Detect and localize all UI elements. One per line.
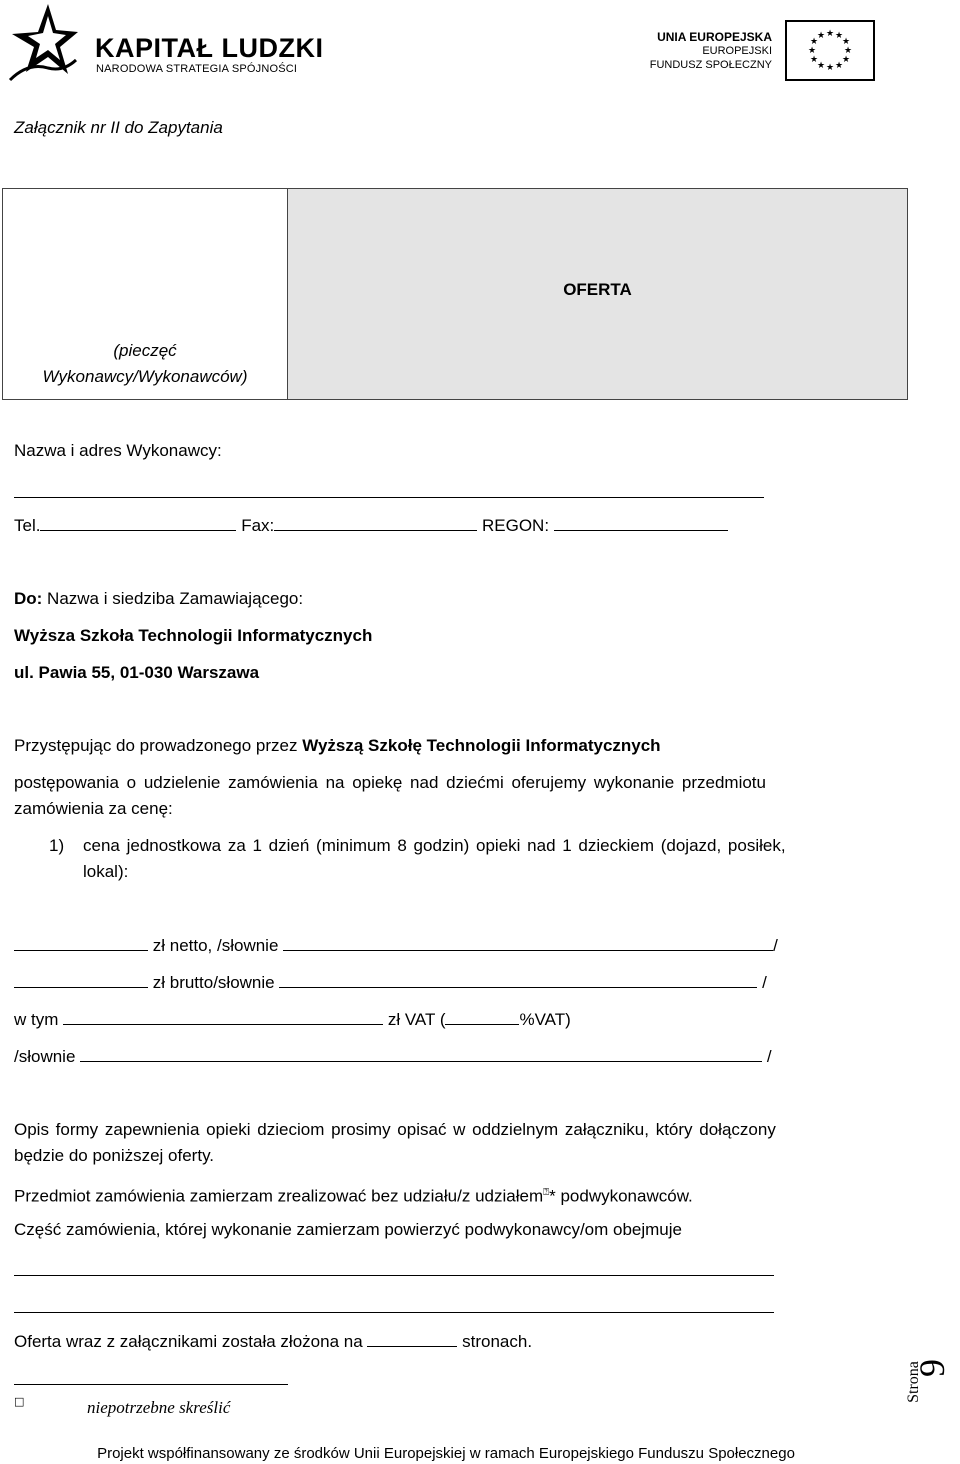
pages-count-field[interactable] bbox=[367, 1330, 457, 1347]
intro-line bbox=[14, 735, 661, 756]
brutto-words-field[interactable] bbox=[279, 971, 757, 988]
page-number: 9 bbox=[912, 1359, 952, 1377]
oferta-prefix: Oferta wraz z załącznikami została złożona na bbox=[14, 1332, 363, 1351]
netto-label: zł netto, /słownie bbox=[152, 936, 279, 955]
regon-label: REGON: bbox=[482, 516, 550, 535]
fax-label: Fax: bbox=[241, 516, 275, 535]
footnote-text: niepotrzebne skreślić bbox=[87, 1398, 231, 1417]
eu-logo-line2: EUROPEJSKI bbox=[702, 45, 772, 57]
svg-text:★: ★ bbox=[816, 61, 826, 71]
contact-row bbox=[14, 514, 728, 536]
vat-row bbox=[14, 1008, 571, 1030]
attachment-label: Załącznik nr II do Zapytania bbox=[14, 118, 223, 137]
netto-end: / bbox=[773, 936, 778, 955]
netto-words-field[interactable] bbox=[283, 934, 773, 951]
netto-row bbox=[14, 934, 778, 956]
slownie-label: /słownie bbox=[14, 1047, 76, 1066]
stamp-line1: (pieczęć bbox=[113, 341, 177, 360]
recipient-label bbox=[14, 588, 303, 609]
przedmiot-mark: ⍰ bbox=[543, 1187, 550, 1198]
item-line2: lokal): bbox=[83, 862, 129, 881]
tel-field[interactable] bbox=[40, 514, 236, 531]
wtym-label: w tym bbox=[14, 1010, 59, 1029]
para-line2: zamówienia za cenę: bbox=[14, 799, 173, 818]
do-text: Nazwa i siedziba Zamawiającego: bbox=[42, 589, 304, 608]
opis-line1: Opis formy zapewnienia opieki dzieciom prosimy opisać w oddzielnym załączniku, który dołączony bbox=[14, 1120, 776, 1139]
slownie-field[interactable] bbox=[80, 1045, 762, 1062]
kapital-ludzki-star-icon bbox=[8, 2, 78, 82]
brutto-row bbox=[14, 971, 767, 993]
czesc-field-2[interactable] bbox=[14, 1312, 774, 1313]
svg-text:★: ★ bbox=[816, 31, 826, 41]
eu-logo-text bbox=[650, 30, 772, 72]
svg-text:★: ★ bbox=[834, 61, 844, 71]
recipient-address: ul. Pawia 55, 01-030 Warszawa bbox=[14, 663, 260, 682]
czesc-field-1[interactable] bbox=[14, 1275, 774, 1276]
title-cell bbox=[288, 189, 907, 399]
brutto-label: zł brutto/słownie bbox=[152, 973, 275, 992]
oferta-suffix: stronach. bbox=[462, 1332, 533, 1351]
eu-flag-icon bbox=[785, 20, 875, 81]
page-label: Strona bbox=[904, 1361, 922, 1403]
intro-prefix: Przystępując do prowadzonego przez bbox=[14, 736, 303, 755]
vat-label: zł VAT ( bbox=[387, 1010, 446, 1029]
svg-text:★: ★ bbox=[825, 29, 835, 39]
svg-text:★: ★ bbox=[843, 46, 853, 56]
svg-text:★: ★ bbox=[825, 63, 835, 73]
do-label: Do: bbox=[14, 589, 43, 608]
stamp-line2: Wykonawcy/Wykonawców) bbox=[42, 367, 248, 386]
brutto-end: / bbox=[762, 973, 767, 992]
slownie-end: / bbox=[766, 1047, 772, 1066]
stamp-cell bbox=[3, 189, 288, 399]
intro-bold: Wyższą Szkołę Technologii Informatycznych bbox=[302, 736, 661, 755]
contractor-name-line[interactable] bbox=[14, 497, 764, 498]
vat-amount-field[interactable] bbox=[63, 1008, 383, 1025]
czesc-line: Część zamówienia, której wykonanie zamierzam powierzyć podwykonawcy/om obejmuje bbox=[14, 1220, 682, 1239]
svg-text:★: ★ bbox=[841, 37, 851, 47]
vat-pct: %VAT) bbox=[519, 1010, 571, 1029]
item-number: 1) bbox=[49, 836, 65, 855]
footnote-separator bbox=[14, 1384, 288, 1385]
opis-line2: będzie do poniższej oferty. bbox=[14, 1146, 215, 1165]
brutto-amount-field[interactable] bbox=[14, 971, 148, 988]
footer-text: Projekt współfinansowany ze środków Unii Europejskiej w ramach Europejskiego Funduszu Społecznego bbox=[97, 1445, 795, 1462]
przedmiot-end: podwykonawców. bbox=[555, 1186, 693, 1206]
logo-subtitle: NARODOWA STRATEGIA SPÓJNOŚCI bbox=[96, 63, 298, 75]
vat-percent-field[interactable] bbox=[445, 1008, 519, 1025]
eu-logo-line1: UNIA EUROPEJSKA bbox=[657, 30, 772, 44]
svg-text:★: ★ bbox=[807, 46, 817, 56]
item-line1: cena jednostkowa za 1 dzień (minimum 8 godzin) opieki nad 1 dzieckiem (dojazd, posiłek, bbox=[83, 836, 786, 855]
offer-header-table bbox=[2, 188, 908, 400]
logo-title: KAPITAŁ LUDZKI bbox=[95, 33, 324, 63]
footnote-marker: □ bbox=[14, 1395, 25, 1408]
svg-text:★: ★ bbox=[809, 37, 819, 47]
recipient-name: Wyższa Szkoła Technologii Informatycznych bbox=[14, 626, 373, 645]
przedmiot-line bbox=[14, 1182, 693, 1207]
netto-amount-field[interactable] bbox=[14, 934, 148, 951]
eu-logo-line3: FUNDUSZ SPOŁECZNY bbox=[649, 59, 772, 71]
offer-title: OFERTA bbox=[563, 280, 632, 299]
svg-text:★: ★ bbox=[841, 55, 851, 65]
svg-text:★: ★ bbox=[809, 55, 819, 65]
fax-field[interactable] bbox=[274, 514, 477, 531]
para-line1: postępowania o udzielenie zamówienia na opiekę nad dziećmi oferujemy wykonanie przedmiotu bbox=[14, 773, 766, 792]
contractor-label: Nazwa i adres Wykonawcy: bbox=[14, 441, 222, 460]
oferta-pages-line bbox=[14, 1330, 532, 1352]
przedmiot-star: * bbox=[549, 1186, 556, 1206]
page-marker bbox=[905, 1325, 960, 1415]
przedmiot-text: Przedmiot zamówienia zamierzam zrealizować bez udziału/z udziałem bbox=[14, 1186, 544, 1206]
svg-text:★: ★ bbox=[834, 31, 844, 41]
regon-field[interactable] bbox=[554, 514, 728, 531]
tel-label: Tel. bbox=[14, 516, 41, 535]
slownie-row bbox=[14, 1045, 772, 1067]
